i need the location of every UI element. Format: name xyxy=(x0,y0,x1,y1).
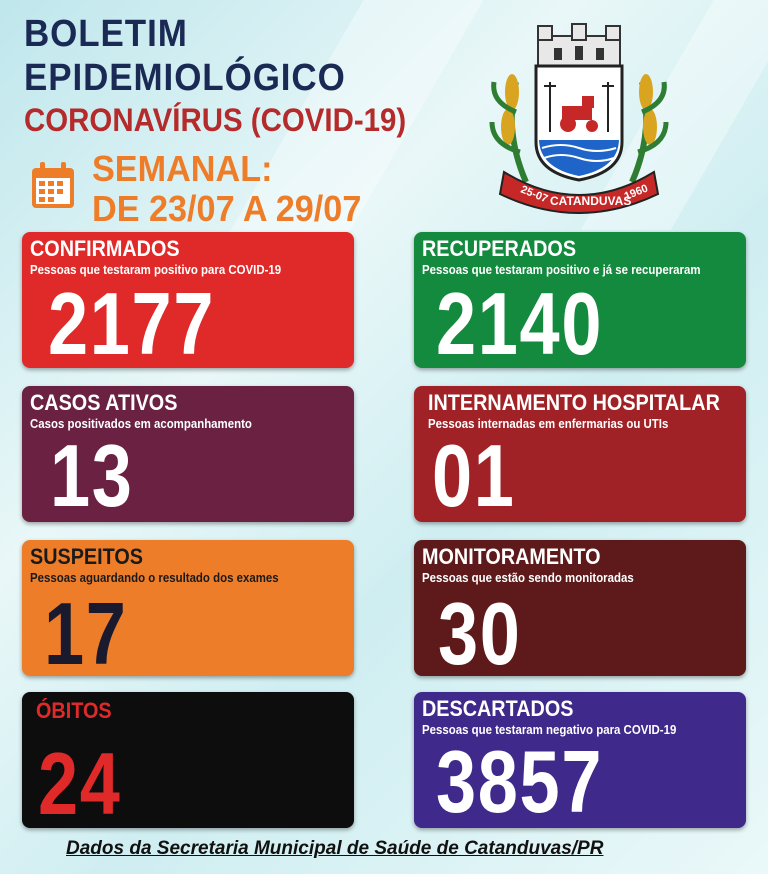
card-subtitle: Pessoas que testaram positivo para COVID-19 xyxy=(30,262,282,277)
calendar-icon xyxy=(30,160,76,210)
card-title: RECUPERADOS xyxy=(422,236,577,261)
card-monitoramento xyxy=(414,540,746,676)
card-value: 13 xyxy=(50,426,134,522)
card-value: 2140 xyxy=(436,274,604,368)
card-subtitle: Pessoas que testaram positivo e já se recuperaram xyxy=(422,262,701,277)
crest-ribbon-left: 25-07 xyxy=(518,183,550,206)
mural-crown-icon xyxy=(538,24,620,66)
card-value: 30 xyxy=(438,584,522,676)
municipal-crest-logo xyxy=(486,22,672,214)
card-descartados xyxy=(414,692,746,828)
card-title: DESCARTADOS xyxy=(422,696,574,721)
card-title: ÓBITOS xyxy=(36,698,112,723)
card-title: CASOS ATIVOS xyxy=(30,390,178,415)
card-suspeitos xyxy=(22,540,354,676)
card-value: 01 xyxy=(432,426,516,522)
card-title: CONFIRMADOS xyxy=(30,236,180,261)
card-obitos xyxy=(22,692,354,828)
card-title: SUSPEITOS xyxy=(30,544,143,569)
bulletin-subject: CORONAVÍRUS (COVID-19) xyxy=(24,102,407,138)
card-confirmados xyxy=(22,232,354,368)
card-subtitle: Casos positivados em acompanhamento xyxy=(30,416,252,431)
card-value: 24 xyxy=(38,734,122,828)
card-internamento-hospitalar xyxy=(414,386,746,522)
bulletin-title: BOLETIM xyxy=(24,13,188,55)
card-value: 3857 xyxy=(436,732,604,828)
card-value: 17 xyxy=(44,584,128,676)
card-subtitle: Pessoas que estão sendo monitoradas xyxy=(422,570,634,585)
card-title: INTERNAMENTO HOSPITALAR xyxy=(428,390,720,415)
crest-ribbon-right: 1960 xyxy=(622,182,650,203)
bulletin-title-line2: EPIDEMIOLÓGICO xyxy=(24,57,346,99)
card-subtitle: Pessoas internadas em enfermarias ou UTIs xyxy=(428,416,669,431)
card-recuperados xyxy=(414,232,746,368)
card-subtitle: Pessoas que testaram negativo para COVID-19 xyxy=(422,722,677,737)
card-title: MONITORAMENTO xyxy=(422,544,601,569)
week-range: DE 23/07 A 29/07 xyxy=(92,188,362,229)
data-source-footer: Dados da Secretaria Municipal de Saúde de Catanduvas/PR xyxy=(66,838,604,859)
card-value: 2177 xyxy=(48,274,216,368)
corn-left-icon xyxy=(492,74,526,182)
corn-right-icon xyxy=(632,74,666,182)
card-subtitle: Pessoas aguardando o resultado dos exames xyxy=(30,570,279,585)
crest-ribbon-center: CATANDUVAS xyxy=(550,194,632,208)
card-casos-ativos xyxy=(22,386,354,522)
week-label: SEMANAL: xyxy=(92,148,273,189)
